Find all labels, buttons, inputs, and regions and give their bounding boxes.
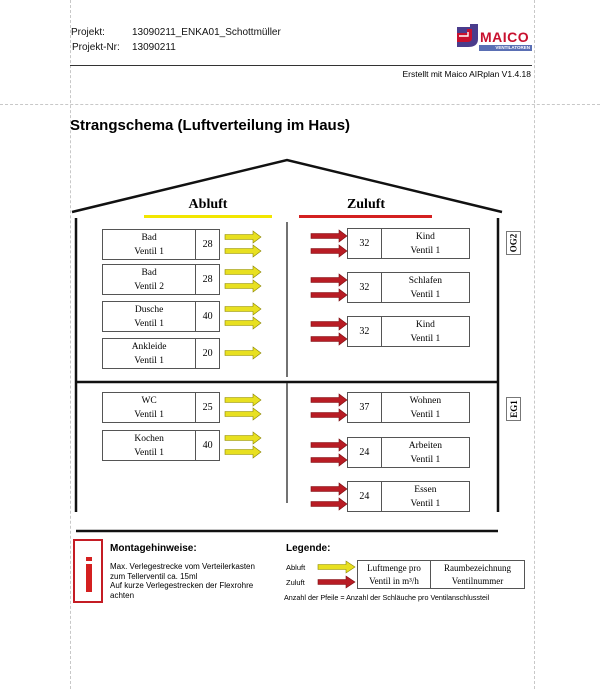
valve-number: Ventil 2 bbox=[134, 281, 165, 292]
zuluft-room-box bbox=[347, 228, 470, 259]
flow-value: 40 bbox=[202, 311, 213, 322]
flow-value: 24 bbox=[348, 438, 382, 467]
room-name: Dusche bbox=[134, 304, 164, 315]
zuluft-room-box bbox=[347, 392, 470, 423]
project-nr-value: 13090211 bbox=[132, 42, 176, 53]
zuluft-arrow-icon bbox=[311, 318, 349, 330]
legend-footnote: Anzahl der Pfeile = Anzahl der Schläuche pro Ventilanschlussteil bbox=[284, 593, 490, 602]
room-label bbox=[103, 339, 196, 368]
abluft-room-box bbox=[102, 392, 220, 423]
room-name: Arbeiten bbox=[408, 440, 442, 451]
flow-value: 24 bbox=[348, 482, 382, 511]
flow-value: 32 bbox=[348, 229, 382, 258]
valve-number: Ventil 1 bbox=[134, 318, 165, 329]
valve-number: Ventil 1 bbox=[410, 409, 441, 420]
room-label bbox=[382, 229, 469, 258]
abluft-room-box bbox=[102, 229, 220, 260]
room-name: Bad bbox=[141, 232, 157, 243]
legend-abluft-label: Abluft bbox=[286, 563, 306, 572]
project-value: 13090211_ENKA01_Schottmüller bbox=[132, 27, 281, 38]
valve-number: Ventil 1 bbox=[134, 246, 165, 257]
abluft-arrow-icon bbox=[225, 266, 263, 278]
zuluft-arrow-icon bbox=[311, 394, 349, 406]
abluft-arrow-icon bbox=[225, 317, 263, 329]
zuluft-room-box bbox=[347, 481, 470, 512]
abluft-room-box bbox=[102, 264, 220, 295]
logo-sub: VENTILATOREN bbox=[479, 45, 532, 51]
room-label bbox=[103, 230, 196, 259]
legend-room-line1: Raumbezeichnung bbox=[444, 562, 511, 573]
abluft-arrow-icon bbox=[225, 394, 263, 406]
zuluft-arrow-icon bbox=[311, 498, 349, 510]
room-label bbox=[103, 302, 196, 331]
zuluft-arrow-icon bbox=[311, 483, 349, 495]
legend-title: Legende: bbox=[286, 543, 331, 554]
legend-abluft-arrow-icon bbox=[318, 561, 358, 573]
valve-number: Ventil 1 bbox=[410, 454, 441, 465]
zuluft-arrow-icon bbox=[311, 333, 349, 345]
zuluft-room-box bbox=[347, 437, 470, 468]
zuluft-room-box bbox=[347, 272, 470, 303]
room-label bbox=[382, 482, 469, 511]
abluft-arrow-icon bbox=[225, 432, 263, 444]
room-name: Bad bbox=[141, 267, 157, 278]
abluft-arrow-icon bbox=[225, 408, 263, 420]
flow-value: 32 bbox=[348, 273, 382, 302]
flow-value: 25 bbox=[202, 402, 213, 413]
abluft-arrow-icon bbox=[225, 347, 263, 359]
notes-title: Montagehinweise: bbox=[110, 543, 197, 554]
room-label bbox=[382, 438, 469, 467]
abluft-room-box bbox=[102, 338, 220, 369]
flow-value: 20 bbox=[202, 348, 213, 359]
valve-number: Ventil 1 bbox=[410, 245, 441, 256]
legend-flow-line2: Ventil in m³/h bbox=[369, 575, 419, 586]
room-label bbox=[103, 393, 196, 422]
floor-tag-label: EG1 bbox=[508, 400, 519, 418]
zuluft-arrow-icon bbox=[311, 454, 349, 466]
logo-brand: MAICO bbox=[480, 29, 530, 45]
valve-number: Ventil 1 bbox=[410, 289, 441, 300]
valve-number: Ventil 1 bbox=[410, 333, 441, 344]
abluft-arrow-icon bbox=[225, 231, 263, 243]
room-label bbox=[103, 265, 196, 294]
room-name: Schlafen bbox=[408, 275, 442, 286]
notes-line: Max. Verlegestrecke vom Verteilerkasten bbox=[110, 562, 255, 571]
zuluft-arrow-icon bbox=[311, 245, 349, 257]
page-title: Strangschema (Luftverteilung im Haus) bbox=[70, 117, 351, 134]
floor-tag-og2 bbox=[506, 231, 521, 255]
zuluft-arrow-icon bbox=[311, 274, 349, 286]
notes-text bbox=[110, 562, 255, 600]
room-name: WC bbox=[141, 395, 157, 406]
flow-value: 32 bbox=[348, 317, 382, 346]
room-label bbox=[382, 317, 469, 346]
room-name: Ankleide bbox=[131, 341, 167, 352]
room-name: Wohnen bbox=[409, 395, 442, 406]
abluft-arrow-icon bbox=[225, 446, 263, 458]
abluft-arrow-icon bbox=[225, 303, 263, 315]
floor-tag-eg1 bbox=[506, 397, 521, 421]
room-name: Kind bbox=[415, 319, 435, 330]
flow-value: 28 bbox=[202, 239, 213, 250]
legend-box bbox=[357, 560, 525, 589]
valve-number: Ventil 1 bbox=[410, 498, 441, 509]
zuluft-heading: Zuluft bbox=[346, 197, 386, 212]
abluft-room-box bbox=[102, 301, 220, 332]
notes-line: Auf kurze Verlegestrecken der Flexrohre bbox=[110, 581, 254, 590]
credit-text: Erstellt mit Maico AIRplan V1.4.18 bbox=[402, 69, 531, 79]
info-icon bbox=[73, 539, 103, 603]
abluft-room-box bbox=[102, 430, 220, 461]
project-label: Projekt: bbox=[71, 27, 105, 38]
zuluft-arrow-icon bbox=[311, 230, 349, 242]
room-label bbox=[103, 431, 196, 460]
flow-value: 37 bbox=[348, 393, 382, 422]
zuluft-room-box bbox=[347, 316, 470, 347]
room-name: Kind bbox=[415, 231, 435, 242]
legend-room-line2: Ventilnummer bbox=[451, 575, 504, 586]
room-label bbox=[382, 273, 469, 302]
abluft-heading: Abluft bbox=[188, 197, 228, 212]
valve-number: Ventil 1 bbox=[134, 447, 165, 458]
legend-room-cell bbox=[431, 561, 524, 588]
notes-line: achten bbox=[110, 590, 135, 600]
valve-number: Ventil 1 bbox=[134, 409, 165, 420]
abluft-arrow-icon bbox=[225, 280, 263, 292]
zuluft-arrow-icon bbox=[311, 289, 349, 301]
room-label bbox=[382, 393, 469, 422]
legend-zuluft-label: Zuluft bbox=[286, 578, 305, 587]
zuluft-underline bbox=[299, 215, 432, 218]
floor-tag-label: OG2 bbox=[508, 233, 519, 253]
legend-flow-line1: Luftmenge pro bbox=[367, 562, 421, 573]
project-nr-label: Projekt-Nr: bbox=[72, 42, 120, 53]
legend-flow-cell bbox=[358, 561, 431, 588]
valve-number: Ventil 1 bbox=[134, 355, 165, 366]
flow-value: 40 bbox=[202, 440, 213, 451]
abluft-underline bbox=[144, 215, 272, 218]
room-name: Essen bbox=[414, 484, 437, 495]
notes-line: zum Tellerventil ca. 15ml bbox=[110, 571, 198, 581]
roof-line bbox=[72, 160, 502, 212]
legend-zuluft-arrow-icon bbox=[318, 576, 358, 588]
abluft-arrow-icon bbox=[225, 245, 263, 257]
flow-value: 28 bbox=[202, 274, 213, 285]
room-name: Kochen bbox=[134, 433, 164, 444]
zuluft-arrow-icon bbox=[311, 439, 349, 451]
zuluft-arrow-icon bbox=[311, 409, 349, 421]
